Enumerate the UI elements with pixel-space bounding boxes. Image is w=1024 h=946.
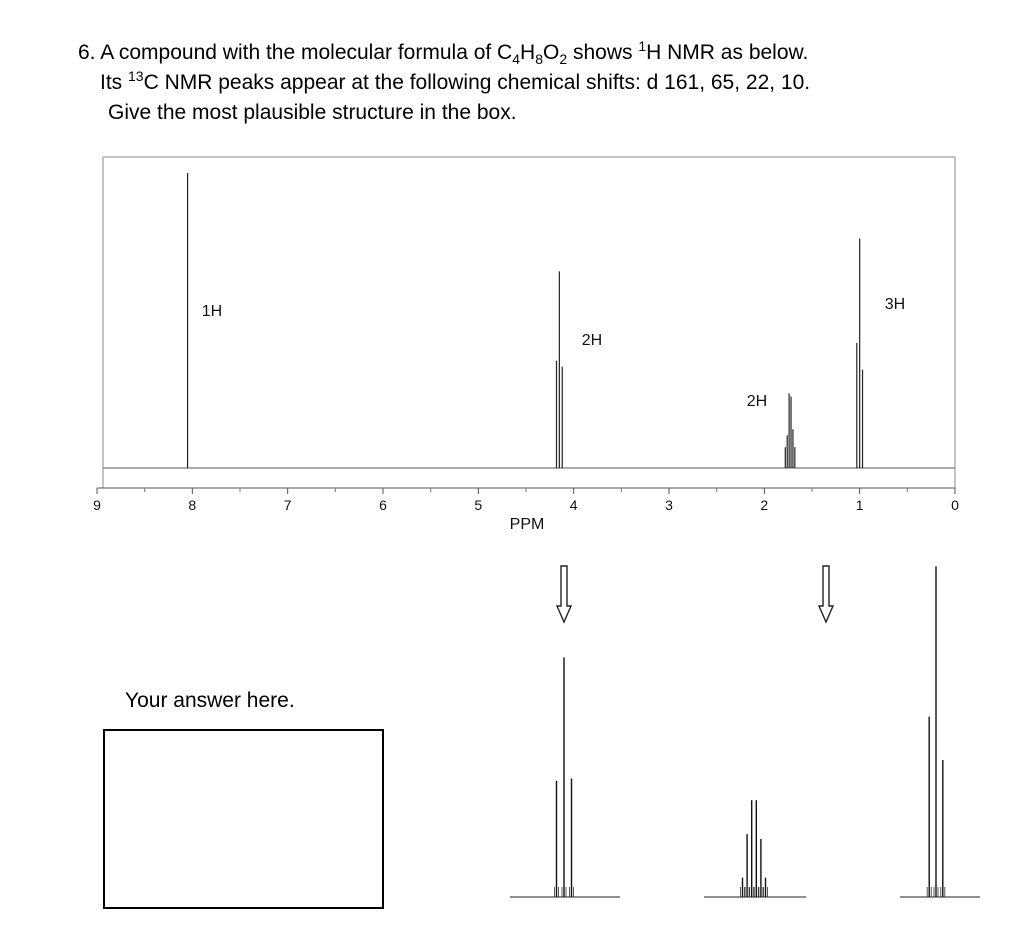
c13-shifts-text: C NMR peaks appear at the following chemical shifts: d 161, 65, 22, 10.	[143, 71, 811, 94]
question-line-3: Give the most plausible structure in the box.	[108, 101, 517, 124]
nmr-as-below: H NMR as below.	[646, 41, 809, 64]
integration-label: 3H	[884, 296, 906, 313]
carbon-subscript: 4	[512, 51, 521, 68]
integration-label: 2H	[581, 332, 603, 349]
x-tick-label: 4	[569, 497, 578, 513]
its-text: Its	[100, 71, 129, 94]
expansion-down-arrow	[557, 566, 571, 622]
answer-box[interactable]	[103, 729, 384, 909]
plot-frame	[103, 157, 955, 488]
x-tick-label: 6	[379, 497, 387, 513]
expansions-group	[510, 566, 980, 897]
expansion-down-arrow	[819, 566, 833, 622]
x-tick-label: 9	[93, 497, 101, 513]
integration-label: 2H	[746, 393, 768, 410]
hydrogen-letter: H	[520, 41, 536, 64]
x-tick-label: 8	[188, 497, 197, 513]
formula-prefix: 6. A compound with the molecular formula of C	[78, 41, 513, 64]
hydrogen-subscript: 8	[535, 51, 543, 68]
oxygen-letter: O	[543, 41, 560, 64]
shows-text: shows	[567, 41, 639, 64]
x-tick-label: 0	[951, 497, 959, 513]
x-tick-label: 7	[283, 497, 292, 513]
x-tick-label: 2	[760, 497, 769, 513]
x-tick-label: 1	[855, 497, 864, 513]
x-axis-title: PPM	[509, 516, 545, 533]
h1-superscript: 1	[638, 38, 647, 54]
integration-label: 1H	[201, 303, 223, 320]
x-tick-label: 5	[474, 497, 483, 513]
c13-superscript: 13	[128, 68, 144, 84]
answer-label: Your answer here.	[125, 689, 295, 712]
main-plot	[93, 157, 959, 533]
oxygen-subscript: 2	[559, 51, 568, 68]
x-tick-label: 3	[665, 497, 673, 513]
